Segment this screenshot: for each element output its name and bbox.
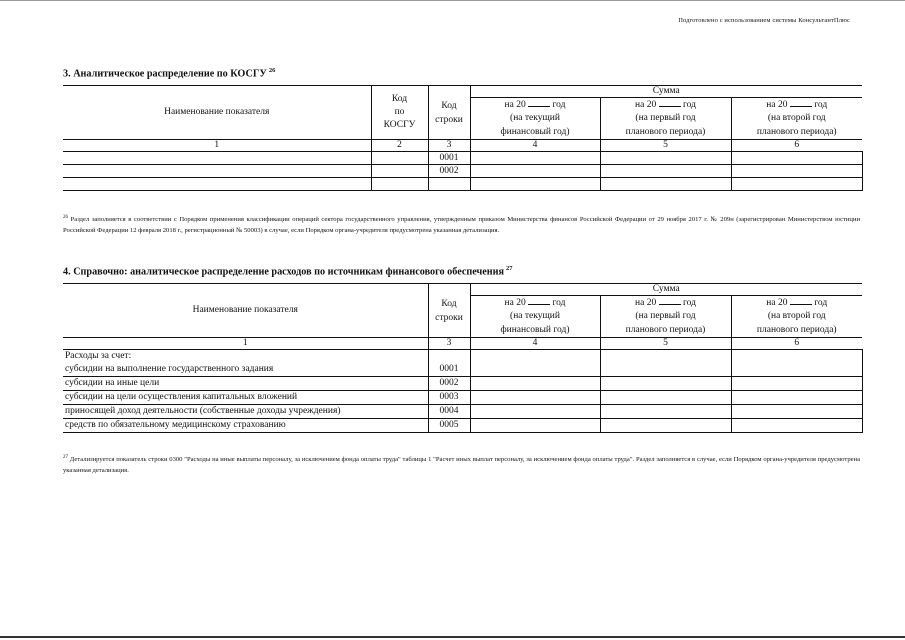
kosgu-col5-year-post: год bbox=[682, 100, 696, 111]
funding-col5-desc2: планового периода) bbox=[600, 324, 731, 338]
funding-col4-desc1: (на текущий bbox=[470, 310, 600, 324]
funding-colnum-6: 6 bbox=[731, 338, 862, 350]
kosgu-row1-sum2[interactable] bbox=[600, 152, 731, 165]
funding-header-name: Наименование показателя bbox=[63, 284, 428, 338]
section4-title-ref: 27 bbox=[506, 265, 513, 272]
kosgu-row3-sum3[interactable] bbox=[731, 178, 862, 191]
funding-row3-code: 0003 bbox=[428, 391, 470, 405]
funding-col5-desc1: (на первый год bbox=[600, 310, 731, 324]
funding-row bbox=[63, 419, 862, 433]
funding-row4-sum3[interactable] bbox=[731, 405, 862, 419]
kosgu-header-sum: Сумма bbox=[470, 86, 862, 98]
kosgu-header-code bbox=[428, 86, 470, 140]
funding-col5-year-post: год bbox=[682, 298, 696, 309]
funding-colnum-1: 1 bbox=[63, 338, 428, 350]
kosgu-col4-desc1: (на текущий bbox=[470, 112, 600, 126]
funding-group-sum3 bbox=[731, 350, 862, 363]
kosgu-col5-desc2: планового периода) bbox=[600, 126, 731, 140]
funding-row3-sum2[interactable] bbox=[600, 391, 731, 405]
funding-col6-blank bbox=[790, 296, 812, 305]
kosgu-row3-code bbox=[428, 178, 470, 191]
funding-row3-sum1[interactable] bbox=[470, 391, 600, 405]
kosgu-row3-sum1[interactable] bbox=[470, 178, 600, 191]
funding-row bbox=[63, 363, 862, 377]
funding-row2-sum2[interactable] bbox=[600, 377, 731, 391]
funding-col6-year bbox=[731, 296, 862, 310]
funding-row bbox=[63, 391, 862, 405]
footnote-26-text: Раздел заполняется в соответствии с Порядком применения классификации операций сектора государственного управления, утвержденным приказом Министерства финансов Российской Федерации от 29 ноября 2017 г. № 209н (зарегистрирован Министерством юстиции Российской Федерации 12 февраля 2018 г., регистрационный № 50003) в случае, если Порядком органа-учредителя предусмотрена указанная детализация. bbox=[63, 216, 861, 235]
funding-header-code-l2: строки bbox=[435, 312, 463, 323]
kosgu-row bbox=[63, 165, 862, 178]
kosgu-header-kosgu-l2: по bbox=[394, 107, 405, 117]
kosgu-colnum-5: 5 bbox=[600, 140, 731, 152]
footnote-27-text: Детализируется показатель строки 0300 "Расходы на иные выплаты персоналу, за исключением фонда оплаты труда" таблицы 1 "Расчет иных выплат персоналу, за исключением фонда оплаты труда". Раздел заполняется в случае, если Порядком органа-учредителя предусмотрена указанная детализация. bbox=[63, 456, 860, 475]
kosgu-row1-sum1[interactable] bbox=[470, 152, 600, 165]
kosgu-row1-sum3[interactable] bbox=[731, 152, 862, 165]
kosgu-header-code-l2: строки bbox=[435, 114, 463, 125]
funding-col5-year bbox=[600, 296, 731, 310]
kosgu-row1-name[interactable] bbox=[63, 152, 371, 165]
section3-title-text: 3. Аналитическое распределение по КОСГУ bbox=[63, 68, 267, 80]
kosgu-col5-year-pre: на 20 bbox=[635, 100, 657, 111]
funding-row1-sum1[interactable] bbox=[470, 363, 600, 377]
section4-title bbox=[63, 265, 513, 277]
funding-row4-sum1[interactable] bbox=[470, 405, 600, 419]
funding-row bbox=[63, 405, 862, 419]
funding-sources-table bbox=[63, 283, 863, 433]
footnote-27-ref: 27 bbox=[63, 455, 68, 460]
funding-header-code bbox=[428, 284, 470, 338]
kosgu-header-kosgu bbox=[371, 86, 428, 140]
funding-col6-desc1: (на второй год bbox=[767, 311, 826, 321]
funding-col6-year-pre: на 20 bbox=[766, 298, 788, 309]
funding-row1-sum2[interactable] bbox=[600, 363, 731, 377]
funding-group-code bbox=[428, 350, 470, 363]
funding-row2-sum3[interactable] bbox=[731, 377, 862, 391]
scan-edge-top bbox=[0, 0, 905, 1]
kosgu-col5-blank bbox=[659, 98, 681, 107]
funding-row2-code: 0002 bbox=[428, 377, 470, 391]
kosgu-col6-blank bbox=[790, 98, 812, 107]
kosgu-header-code-l1: Код bbox=[441, 100, 457, 111]
kosgu-col4-blank bbox=[528, 98, 550, 107]
funding-row5-name: средств по обязательному медицинскому страхованию bbox=[63, 419, 428, 433]
kosgu-colnum-2: 2 bbox=[371, 140, 428, 152]
kosgu-row3-kosgu[interactable] bbox=[371, 178, 428, 191]
kosgu-row1-code: 0001 bbox=[428, 152, 470, 165]
funding-colnum-5: 5 bbox=[600, 338, 731, 350]
kosgu-row2-name[interactable] bbox=[63, 165, 371, 178]
scan-edge-bottom bbox=[0, 636, 905, 638]
kosgu-col4-year-pre: на 20 bbox=[504, 100, 526, 111]
funding-col6-desc2: планового периода) bbox=[756, 324, 837, 335]
funding-row4-code: 0004 bbox=[428, 405, 470, 419]
funding-col4-year-pre: на 20 bbox=[504, 298, 526, 309]
kosgu-colnum-1: 1 bbox=[63, 140, 371, 152]
funding-colnum-4: 4 bbox=[470, 338, 600, 350]
kosgu-col5-year bbox=[600, 98, 731, 112]
funding-row5-sum1[interactable] bbox=[470, 419, 600, 433]
funding-row2-sum1[interactable] bbox=[470, 377, 600, 391]
section3-title bbox=[63, 67, 275, 79]
kosgu-col6-year bbox=[731, 98, 862, 112]
funding-col4-year bbox=[470, 296, 600, 310]
funding-row bbox=[63, 377, 862, 391]
funding-group-sum2 bbox=[600, 350, 731, 363]
kosgu-row2-sum1[interactable] bbox=[470, 165, 600, 178]
kosgu-header-name: Наименование показателя bbox=[63, 86, 371, 140]
funding-row5-code: 0005 bbox=[428, 419, 470, 433]
funding-col6-year-post: год bbox=[814, 298, 828, 309]
kosgu-col4-desc2: финансовый год) bbox=[470, 126, 600, 140]
kosgu-row2-kosgu[interactable] bbox=[371, 165, 428, 178]
kosgu-header-kosgu-l3: КОСГУ bbox=[383, 120, 416, 130]
kosgu-col6-desc2: планового периода) bbox=[756, 126, 837, 137]
funding-colnum-3: 3 bbox=[428, 338, 470, 350]
funding-group-sum1 bbox=[470, 350, 600, 363]
funding-row2-name: субсидии на иные цели bbox=[63, 377, 428, 391]
header-note: Подготовлено с использованием системы КонсультантПлюс bbox=[678, 17, 850, 24]
section4-title-text: 4. Справочно: аналитическое распределение расходов по источникам финансового обеспечения bbox=[63, 266, 505, 278]
kosgu-col6-year-post: год bbox=[814, 100, 828, 111]
funding-col5-blank bbox=[659, 296, 681, 305]
funding-group-row bbox=[63, 350, 862, 363]
funding-row3-name: субсидии на цели осуществления капитальных вложений bbox=[63, 391, 428, 405]
kosgu-row3-sum2[interactable] bbox=[600, 178, 731, 191]
kosgu-col4-year-post: год bbox=[552, 100, 566, 111]
kosgu-row1-kosgu[interactable] bbox=[371, 152, 428, 165]
funding-col4-blank bbox=[528, 296, 550, 305]
funding-header-sum: Сумма bbox=[470, 284, 862, 296]
kosgu-table bbox=[63, 85, 863, 191]
funding-col5-year-pre: на 20 bbox=[635, 298, 657, 309]
kosgu-colnum-3: 3 bbox=[428, 140, 470, 152]
funding-row5-sum3[interactable] bbox=[731, 419, 862, 433]
funding-row4-name: приносящей доход деятельности (собственные доходы учреждения) bbox=[63, 405, 428, 419]
kosgu-row3-name[interactable] bbox=[63, 178, 371, 191]
kosgu-header-kosgu-l1: Код bbox=[391, 94, 408, 104]
kosgu-col5-desc1: (на первый год bbox=[600, 112, 731, 126]
funding-row1-name: субсидии на выполнение государственного задания bbox=[63, 363, 428, 377]
kosgu-col6-desc1: (на второй год bbox=[767, 113, 826, 123]
kosgu-colnum-4: 4 bbox=[470, 140, 600, 152]
kosgu-row2-sum3[interactable] bbox=[731, 165, 862, 178]
footnote-27 bbox=[63, 452, 860, 476]
funding-col4-year-post: год bbox=[552, 298, 566, 309]
funding-header-code-l1: Код bbox=[441, 298, 457, 309]
kosgu-col4-year bbox=[470, 98, 600, 112]
funding-row4-sum2[interactable] bbox=[600, 405, 731, 419]
funding-row3-sum3[interactable] bbox=[731, 391, 862, 405]
funding-row1-code: 0001 bbox=[428, 363, 470, 377]
kosgu-row bbox=[63, 152, 862, 165]
kosgu-row2-sum2[interactable] bbox=[600, 165, 731, 178]
funding-row1-sum3[interactable] bbox=[731, 363, 862, 377]
kosgu-col6-year-pre: на 20 bbox=[766, 100, 788, 111]
footnote-26 bbox=[63, 212, 860, 236]
kosgu-row2-code: 0002 bbox=[428, 165, 470, 178]
funding-group-label: Расходы за счет: bbox=[63, 350, 428, 363]
funding-row5-sum2[interactable] bbox=[600, 419, 731, 433]
kosgu-row bbox=[63, 178, 862, 191]
funding-col4-desc2: финансовый год) bbox=[470, 324, 600, 338]
kosgu-colnum-6: 6 bbox=[731, 140, 862, 152]
footnote-26-ref: 26 bbox=[63, 215, 68, 220]
section3-title-ref: 26 bbox=[268, 67, 276, 74]
